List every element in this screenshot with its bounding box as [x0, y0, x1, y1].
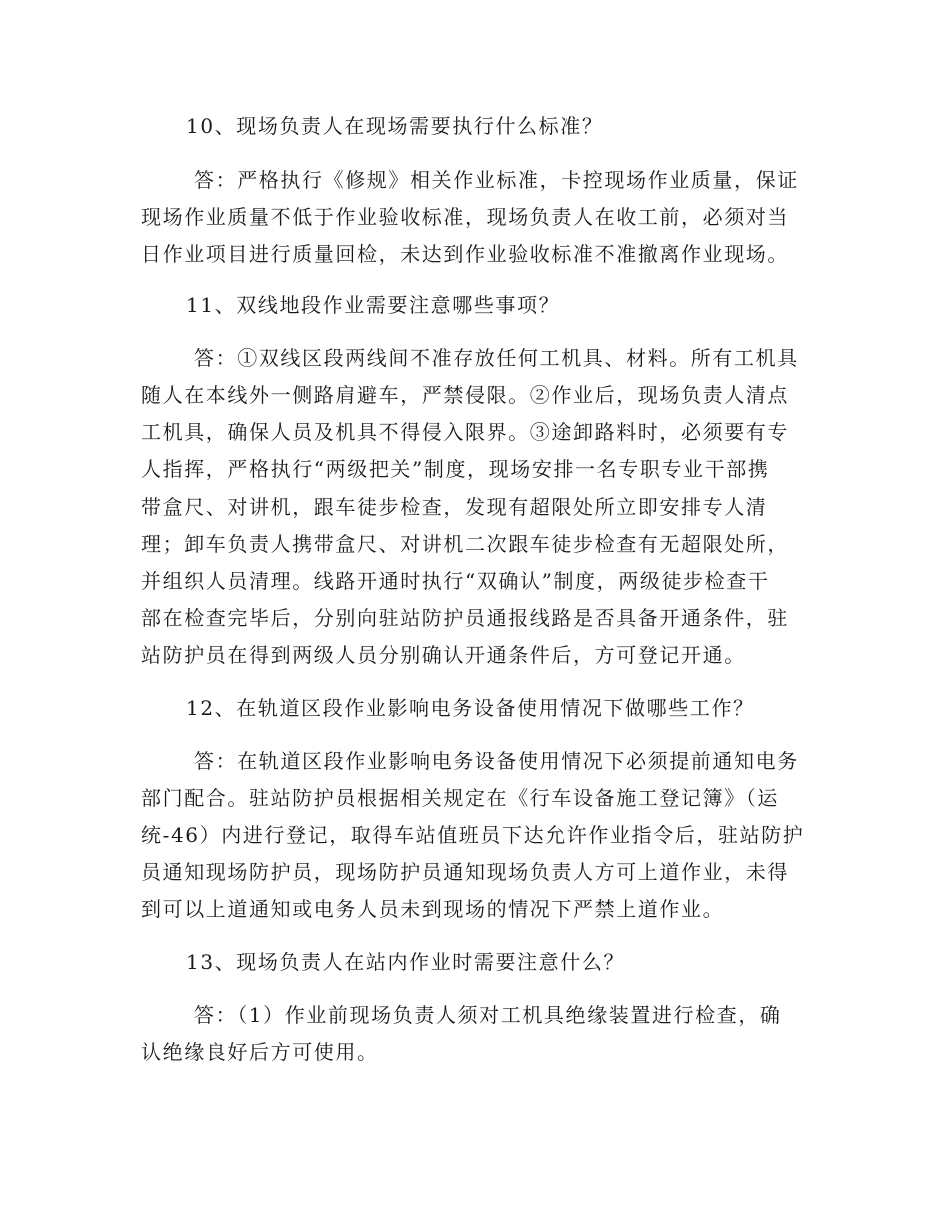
answer-10-line: 现场作业质量不低于作业验收标准，现场负责人在收工前，必须对当	[141, 205, 789, 229]
answer-11-line: 随人在本线外一侧路肩避车，严禁侵限。②作业后，现场负责人清点	[141, 383, 789, 407]
answer-13-line: 认绝缘良好后方可使用。	[141, 1040, 379, 1064]
answer-12-line: 到可以上道通知或电务人员未到现场的情况下严禁上道作业。	[141, 897, 725, 921]
question-12: 12、在轨道区段作业影响电务设备使用情况下做哪些工作？	[186, 696, 755, 720]
answer-10-line: 答：严格执行《修规》相关作业标准，卡控现场作业质量，保证	[194, 168, 799, 192]
answer-11-line: 站防护员在得到两级人员分别确认开通条件后，方可登记开通。	[141, 643, 746, 667]
answer-11-line: 工机具，确保人员及机具不得侵入限界。③途卸路料时，必须要有专	[141, 420, 789, 444]
answer-12-line: 答：在轨道区段作业影响电务设备使用情况下必须提前通知电务	[194, 749, 799, 773]
question-10: 10、现场负责人在现场需要执行什么标准？	[186, 114, 604, 138]
answer-13-line: 答：（1）作业前现场负责人须对工机具绝缘装置进行检查，确	[194, 1003, 782, 1027]
answer-11-line: 答：①双线区段两线间不准存放任何工机具、材料。所有工机具	[194, 346, 799, 370]
answer-11-line: 并组织人员清理。线路开通时执行“双确认”制度，两级徒步检查干	[141, 569, 770, 593]
answer-10-line: 日作业项目进行质量回检，未达到作业验收标准不准撤离作业现场。	[141, 242, 789, 266]
answer-11-line: 带盒尺、对讲机，跟车徒步检查，发现有超限处所立即安排专人清	[141, 495, 768, 519]
answer-11-line: 部在检查完毕后，分别向驻站防护员通报线路是否具备开通条件，驻	[141, 606, 789, 630]
answer-12-line: 统-46）内进行登记，取得车站值班员下达允许作业指令后，驻站防护	[141, 823, 805, 847]
question-13: 13、现场负责人在站内作业时需要注意什么？	[186, 950, 626, 974]
answer-12-line: 部门配合。驻站防护员根据相关规定在《行车设备施工登记簿》（运	[141, 786, 779, 810]
answer-12-line: 员通知现场防护员，现场防护员通知现场负责人方可上道作业，未得	[141, 860, 789, 884]
answer-11-line: 人指挥，严格执行“两级把关”制度，现场安排一名专职专业干部携	[141, 457, 770, 481]
answer-11-line: 理；卸车负责人携带盒尺、对讲机二次跟车徒步检查有无超限处所，	[141, 532, 789, 556]
question-11: 11、双线地段作业需要注意哪些事项？	[186, 293, 561, 317]
